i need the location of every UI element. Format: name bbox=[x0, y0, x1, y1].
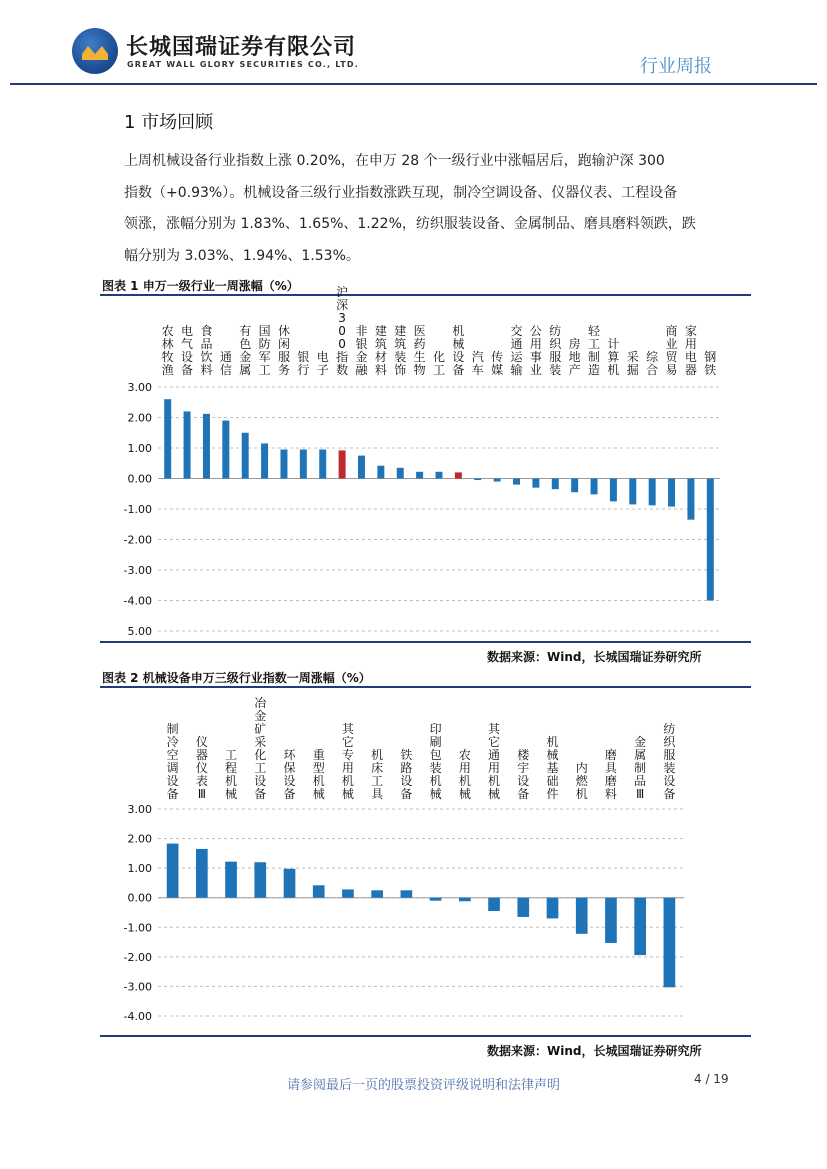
bar bbox=[254, 862, 266, 897]
bar bbox=[517, 898, 529, 917]
bar bbox=[184, 411, 191, 478]
x-category-label: 其它通用机械 bbox=[488, 722, 501, 801]
bar bbox=[455, 472, 462, 478]
market-review-paragraph bbox=[124, 146, 741, 272]
x-category-label: 交通运输 bbox=[510, 324, 523, 377]
x-category-label: 通信 bbox=[219, 350, 232, 377]
figure1-bottom-rule bbox=[100, 641, 751, 643]
y-tick-label: -4.00 bbox=[123, 1010, 152, 1023]
x-category-label: 国防军工 bbox=[258, 324, 271, 377]
bar bbox=[488, 898, 500, 911]
footer-disclaimer: 请参阅最后一页的股票投资评级说明和法律声明 bbox=[287, 1078, 561, 1093]
bar bbox=[261, 443, 268, 478]
logo-wave-icon bbox=[82, 44, 108, 60]
bar bbox=[397, 468, 404, 479]
x-category-label: 沪深 3 0 0 指数 bbox=[336, 285, 349, 377]
y-tick-label: 0.00 bbox=[127, 891, 152, 905]
y-tick-label: -3.00 bbox=[123, 980, 152, 994]
figure2-source: 数据来源：Wind，长城国瑞证券研究所 bbox=[487, 1044, 702, 1058]
bar bbox=[707, 479, 714, 601]
x-category-label: 磨具磨料 bbox=[604, 748, 617, 801]
bar bbox=[401, 890, 413, 897]
x-category-label: 内燃机 bbox=[575, 761, 588, 801]
x-category-label: 重型机械 bbox=[312, 748, 325, 801]
bar bbox=[629, 479, 636, 505]
bar bbox=[571, 479, 578, 493]
bar bbox=[339, 450, 346, 478]
y-tick-label: -2.00 bbox=[123, 533, 152, 547]
x-category-label: 非银金融 bbox=[355, 324, 368, 377]
x-category-label: 印刷包装机械 bbox=[429, 722, 442, 801]
bar bbox=[319, 450, 326, 479]
bar bbox=[164, 399, 171, 478]
figure2-bottom-rule bbox=[100, 1035, 751, 1037]
y-tick-label: 3.00 bbox=[127, 803, 152, 816]
figure2-title: 图表 2 机械设备申万三级行业指数一周涨幅（%） bbox=[102, 671, 371, 685]
x-category-label: 计算机 bbox=[607, 337, 620, 377]
bar bbox=[358, 456, 365, 479]
bar bbox=[313, 885, 325, 897]
bar bbox=[547, 898, 559, 919]
x-category-label: 休闲服务 bbox=[277, 324, 290, 377]
x-category-label: 纺织服装 bbox=[549, 324, 562, 377]
company-name-cn: 长城国瑞证券有限公司 bbox=[126, 35, 357, 60]
x-category-label: 传媒 bbox=[491, 350, 504, 377]
bar bbox=[459, 898, 471, 902]
page-number: 4 / 19 bbox=[694, 1072, 729, 1086]
y-tick-label: -1.00 bbox=[123, 503, 152, 516]
bar bbox=[377, 466, 384, 479]
x-category-label: 仪器仪表 Ⅲ bbox=[195, 735, 208, 801]
bar bbox=[436, 472, 443, 479]
y-tick-label: 1.00 bbox=[127, 442, 152, 455]
page-header bbox=[0, 0, 827, 90]
chart2-svg bbox=[100, 688, 751, 1034]
x-category-label: 轻工制造 bbox=[588, 324, 601, 377]
x-category-label: 其它专用机械 bbox=[341, 722, 354, 801]
paragraph-line: 幅分别为 3.03%、1.94%、1.53%。 bbox=[124, 247, 360, 264]
bar bbox=[634, 898, 646, 955]
x-category-label: 机械基础件 bbox=[546, 735, 559, 801]
x-category-label: 机械设备 bbox=[452, 324, 465, 377]
x-category-label: 钢铁 bbox=[704, 350, 717, 377]
bar bbox=[342, 889, 354, 897]
x-category-label: 冶金矿采化工设备 bbox=[254, 696, 267, 801]
x-category-label: 电气设备 bbox=[181, 324, 194, 377]
x-category-label: 银行 bbox=[297, 350, 310, 377]
x-category-label: 家用电器 bbox=[684, 324, 697, 377]
bar bbox=[494, 479, 501, 482]
bar bbox=[687, 479, 694, 520]
x-category-label: 有色金属 bbox=[239, 324, 252, 377]
x-category-label: 铁路设备 bbox=[400, 748, 413, 801]
paragraph-line: 领涨，涨幅分别为 1.83%、1.65%、1.22%，纺织服装设备、金属制品、磨具磨料领跌，跌 bbox=[124, 216, 696, 232]
bar bbox=[610, 479, 617, 502]
bar bbox=[664, 898, 676, 988]
bar bbox=[300, 450, 307, 479]
x-category-label: 综合 bbox=[646, 350, 659, 377]
x-category-label: 汽车 bbox=[471, 350, 484, 377]
y-tick-label: 2.00 bbox=[127, 411, 152, 425]
bar bbox=[513, 479, 520, 485]
report-type-label: 行业周报 bbox=[640, 56, 712, 77]
bar bbox=[196, 849, 208, 898]
bar bbox=[474, 479, 481, 481]
x-category-label: 食品饮料 bbox=[200, 324, 213, 377]
bar bbox=[605, 898, 617, 943]
bar bbox=[280, 450, 287, 479]
bar bbox=[242, 433, 249, 479]
bar bbox=[225, 862, 237, 898]
y-tick-label: -3.00 bbox=[123, 564, 152, 577]
bar bbox=[649, 479, 656, 506]
x-category-label: 公用事业 bbox=[529, 324, 542, 377]
x-category-label: 农林牧渔 bbox=[161, 324, 174, 377]
y-tick-label: 5.00 bbox=[127, 625, 152, 638]
x-category-label: 环保设备 bbox=[283, 748, 296, 801]
y-tick-label: -1.00 bbox=[123, 921, 152, 935]
x-category-label: 化工 bbox=[432, 350, 446, 377]
bar bbox=[284, 869, 296, 898]
y-tick-label: -2.00 bbox=[123, 950, 152, 964]
x-category-label: 机床工具 bbox=[371, 748, 384, 801]
bar bbox=[203, 414, 210, 479]
x-category-label: 制冷空调设备 bbox=[166, 722, 179, 801]
x-category-label: 工程机械 bbox=[225, 748, 238, 801]
x-category-label: 电子 bbox=[316, 350, 329, 377]
y-tick-label: -4.00 bbox=[123, 594, 152, 608]
bar bbox=[167, 844, 179, 898]
y-tick-label: 3.00 bbox=[127, 381, 152, 394]
bar bbox=[532, 479, 539, 488]
header-divider bbox=[10, 83, 817, 85]
x-category-label: 房地产 bbox=[568, 337, 581, 377]
x-category-label: 金属制品 Ⅲ bbox=[634, 735, 647, 801]
x-category-label: 楼宇设备 bbox=[517, 748, 530, 801]
paragraph-line: 指数（+0.93%）。机械设备三级行业指数涨跌互现，制冷空调设备、仪器仪表、工程设备 bbox=[124, 184, 678, 201]
y-tick-label: 2.00 bbox=[127, 832, 152, 846]
bar bbox=[222, 421, 229, 479]
bar bbox=[416, 472, 423, 479]
company-name-en: GREAT WALL GLORY SECURITIES CO., LTD. bbox=[127, 60, 359, 69]
x-category-label: 采掘 bbox=[626, 350, 639, 377]
bar bbox=[591, 479, 598, 495]
y-tick-label: 1.00 bbox=[127, 862, 152, 876]
x-category-label: 商业贸易 bbox=[665, 324, 678, 377]
figure1-source: 数据来源：Wind，长城国瑞证券研究所 bbox=[487, 650, 702, 664]
paragraph-line: 上周机械设备行业指数上涨 0.20%，在申万 28 个一级行业中涨幅居后，跑输沪深 300 bbox=[124, 153, 665, 169]
bar bbox=[552, 479, 559, 490]
x-category-label: 建筑装饰 bbox=[394, 324, 407, 377]
bar bbox=[668, 479, 675, 507]
bar bbox=[371, 890, 383, 897]
bar bbox=[430, 898, 442, 901]
x-category-label: 建筑材料 bbox=[374, 324, 387, 377]
bar bbox=[576, 898, 588, 934]
section-title: 1 市场回顾 bbox=[124, 112, 214, 133]
y-tick-label: 0.00 bbox=[127, 472, 152, 486]
x-category-label: 农用机械 bbox=[458, 748, 471, 801]
figure1-title: 图表 1 申万一级行业一周涨幅（%） bbox=[102, 279, 299, 293]
x-category-label: 纺织服装设备 bbox=[663, 722, 676, 801]
x-category-label: 医药生物 bbox=[413, 324, 426, 377]
